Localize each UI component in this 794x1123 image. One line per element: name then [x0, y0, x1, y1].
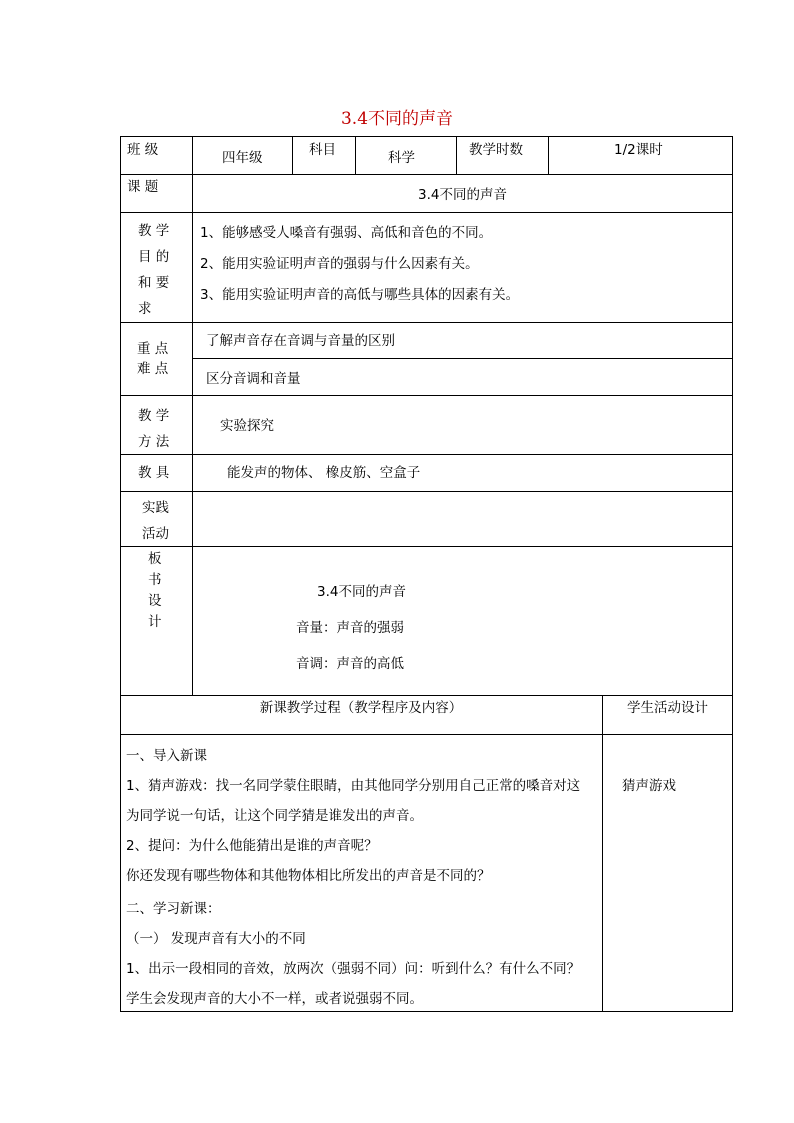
objective-item: 3、能用实验证明声音的高低与哪些具体的因素有关。: [200, 287, 520, 303]
hours-value: 1/2课时: [614, 142, 663, 158]
table-col-divider: [355, 136, 356, 174]
method-value: 实验探究: [220, 418, 274, 434]
table-row-divider: [120, 212, 733, 213]
objectives-label-line: 教 学: [138, 223, 170, 239]
process-header-left: 新课教学过程（教学程序及内容）: [259, 700, 463, 716]
process-line: 你还发现有哪些物体和其他物体相比所发出的声音是不同的？: [126, 868, 491, 884]
process-line: 1、出示一段相同的音效，放两次（强弱不同）问：听到什么？有什么不同？: [126, 961, 581, 977]
class-value: 四年级: [222, 150, 263, 166]
subject-label: 科目: [309, 142, 336, 158]
board-line: 3.4不同的声音: [317, 584, 406, 600]
topic-label: 课 题: [127, 179, 159, 195]
process-line: （一） 发现声音有大小的不同: [126, 931, 306, 947]
process-line: 为同学说一句话，让这个同学猜是谁发出的声音。: [126, 808, 423, 824]
table-col-divider: [192, 136, 193, 695]
table-col-divider: [292, 136, 293, 174]
table-border-bottom: [120, 1011, 733, 1012]
process-line: 1、猜声游戏：找一名同学蒙住眼睛，由其他同学分别用自己正常的嗓音对这: [126, 778, 581, 794]
process-header-right: 学生活动设计: [627, 700, 708, 716]
topic-value: 3.4不同的声音: [418, 187, 507, 203]
lesson-plan-table: [120, 136, 733, 1012]
table-row-divider: [120, 695, 733, 696]
table-row-divider: [120, 322, 733, 323]
practice-label-line: 实践: [142, 500, 169, 516]
method-label-line: 方 法: [138, 434, 170, 450]
table-border-top: [120, 136, 733, 137]
board-line: 音调：声音的高低: [296, 656, 404, 672]
board-label-line: 计: [148, 614, 162, 630]
practice-label-line: 活动: [142, 526, 169, 542]
page-title: 3.4不同的声音: [340, 109, 454, 129]
tools-label: 教 具: [138, 465, 170, 481]
table-col-divider: [456, 136, 457, 174]
process-line: 学生会发现声音的大小不一样，或者说强弱不同。: [126, 991, 423, 1007]
table-row-divider: [120, 546, 733, 547]
board-line: 音量：声音的强弱: [296, 620, 404, 636]
difficulty-text: 区分音调和音量: [206, 371, 301, 387]
objectives-label-line: 和 要: [138, 275, 170, 291]
student-activity: 猜声游戏: [622, 778, 676, 794]
table-row-divider: [120, 174, 733, 175]
method-label-line: 教 学: [138, 408, 170, 424]
board-label-line: 设: [148, 593, 162, 609]
objectives-label-line: 求: [138, 301, 152, 317]
objective-item: 2、能用实验证明声音的强弱与什么因素有关。: [200, 256, 479, 272]
key-point-text: 了解声音存在音调与音量的区别: [206, 333, 395, 349]
process-line: 一、导入新课: [126, 748, 207, 764]
table-col-divider: [548, 136, 549, 174]
table-row-divider: [120, 395, 733, 396]
process-line: 2、提问：为什么他能猜出是谁的声音呢？: [126, 838, 378, 854]
table-border-right: [732, 136, 733, 1012]
objective-item: 1、能够感受人嗓音有强弱、高低和音色的不同。: [200, 225, 493, 241]
objectives-label-line: 目 的: [138, 249, 170, 265]
board-label-line: 板: [148, 551, 162, 567]
subject-value: 科学: [388, 150, 415, 166]
table-row-divider: [192, 358, 733, 359]
hours-label: 教学时数: [469, 142, 523, 158]
table-row-divider: [120, 454, 733, 455]
board-label-line: 书: [148, 572, 162, 588]
table-col-divider: [602, 695, 603, 1012]
table-border-left: [120, 136, 121, 1012]
key-points-label-line: 难 点: [137, 361, 169, 377]
class-label: 班 级: [127, 142, 159, 158]
table-row-divider: [120, 491, 733, 492]
table-row-divider: [120, 734, 733, 735]
key-points-label-line: 重 点: [137, 341, 169, 357]
tools-value: 能发声的物体、 橡皮筋、空盒子: [227, 465, 421, 481]
process-line: 二、学习新课：: [126, 901, 221, 917]
